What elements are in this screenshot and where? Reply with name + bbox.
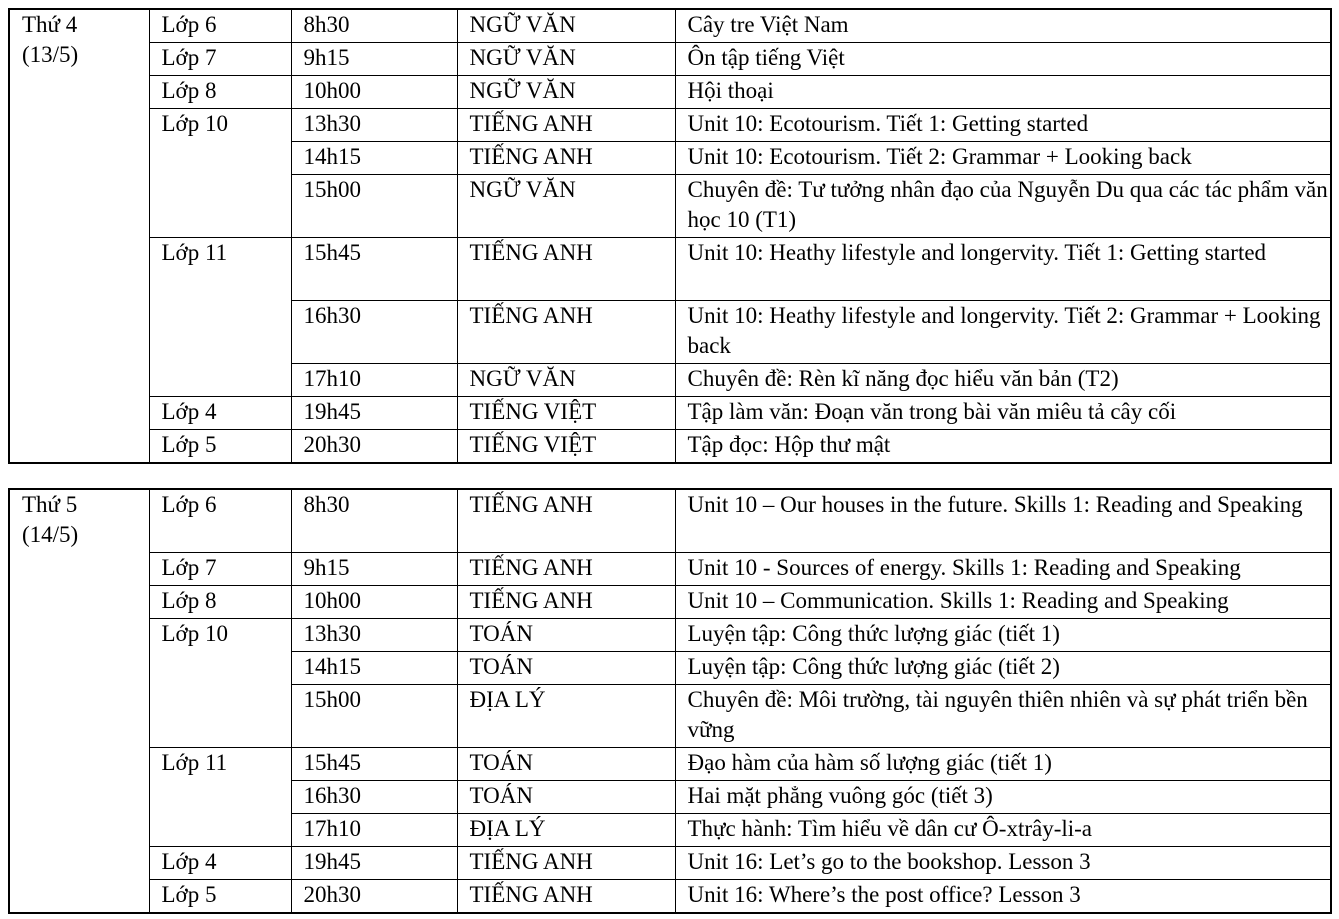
subject-cell: NGỮ VĂN bbox=[457, 76, 675, 109]
table-row bbox=[9, 9, 1331, 43]
table-row bbox=[9, 238, 1331, 301]
subject-cell: ĐỊA LÝ bbox=[457, 685, 675, 748]
subject-cell: TOÁN bbox=[457, 619, 675, 652]
class-cell: Lớp 10 bbox=[149, 109, 291, 238]
day-label: Thứ 4 bbox=[22, 12, 78, 37]
topic-cell: Unit 16: Where’s the post office? Lesson 3 bbox=[675, 880, 1331, 914]
topic-cell: Unit 10 – Communication. Skills 1: Reading and Speaking bbox=[675, 586, 1331, 619]
table-row bbox=[9, 489, 1331, 553]
schedule-table-thu-4 bbox=[8, 8, 1332, 464]
subject-cell: TIẾNG ANH bbox=[457, 553, 675, 586]
time-cell: 14h15 bbox=[291, 652, 457, 685]
class-cell: Lớp 8 bbox=[149, 586, 291, 619]
schedule-table-thu-5 bbox=[8, 488, 1332, 914]
topic-cell: Unit 16: Let’s go to the bookshop. Lesson 3 bbox=[675, 847, 1331, 880]
subject-cell: TIẾNG ANH bbox=[457, 142, 675, 175]
subject-cell: NGỮ VĂN bbox=[457, 364, 675, 397]
time-cell: 15h45 bbox=[291, 748, 457, 781]
topic-cell: Chuyên đề: Rèn kĩ năng đọc hiểu văn bản (T2) bbox=[675, 364, 1331, 397]
topic-cell: Unit 10: Heathy lifestyle and longervity. Tiết 1: Getting started bbox=[675, 238, 1331, 301]
day-date: (13/5) bbox=[22, 42, 79, 67]
day-date: (14/5) bbox=[22, 522, 79, 547]
topic-cell: Chuyên đề: Môi trường, tài nguyên thiên nhiên và sự phát triển bền vững bbox=[675, 685, 1331, 748]
topic-cell: Hai mặt phẳng vuông góc (tiết 3) bbox=[675, 781, 1331, 814]
table-row bbox=[9, 109, 1331, 142]
time-cell: 10h00 bbox=[291, 76, 457, 109]
day-cell bbox=[9, 489, 149, 913]
time-cell: 17h10 bbox=[291, 364, 457, 397]
topic-cell: Chuyên đề: Tư tưởng nhân đạo của Nguyễn Du qua các tác phẩm văn học 10 (T1) bbox=[675, 175, 1331, 238]
table-row bbox=[9, 43, 1331, 76]
table-row bbox=[9, 76, 1331, 109]
subject-cell: TIẾNG ANH bbox=[457, 586, 675, 619]
subject-cell: TIẾNG ANH bbox=[457, 301, 675, 364]
time-cell: 14h15 bbox=[291, 142, 457, 175]
time-cell: 17h10 bbox=[291, 814, 457, 847]
table-row bbox=[9, 586, 1331, 619]
time-cell: 8h30 bbox=[291, 9, 457, 43]
class-cell: Lớp 4 bbox=[149, 847, 291, 880]
topic-cell: Unit 10 - Sources of energy. Skills 1: Reading and Speaking bbox=[675, 553, 1331, 586]
class-cell: Lớp 5 bbox=[149, 880, 291, 914]
class-cell: Lớp 5 bbox=[149, 430, 291, 464]
topic-cell: Hội thoại bbox=[675, 76, 1331, 109]
table-row bbox=[9, 553, 1331, 586]
topic-cell: Ôn tập tiếng Việt bbox=[675, 43, 1331, 76]
time-cell: 15h00 bbox=[291, 175, 457, 238]
topic-cell: Tập làm văn: Đoạn văn trong bài văn miêu tả cây cối bbox=[675, 397, 1331, 430]
subject-cell: TIẾNG ANH bbox=[457, 847, 675, 880]
topic-cell: Thực hành: Tìm hiểu về dân cư Ô-xtrây-li-a bbox=[675, 814, 1331, 847]
time-cell: 20h30 bbox=[291, 430, 457, 464]
time-cell: 19h45 bbox=[291, 397, 457, 430]
subject-cell: TIẾNG ANH bbox=[457, 238, 675, 301]
subject-cell: NGỮ VĂN bbox=[457, 175, 675, 238]
class-cell: Lớp 7 bbox=[149, 553, 291, 586]
topic-cell: Unit 10: Ecotourism. Tiết 2: Grammar + Looking back bbox=[675, 142, 1331, 175]
subject-cell: ĐỊA LÝ bbox=[457, 814, 675, 847]
class-cell: Lớp 6 bbox=[149, 9, 291, 43]
time-cell: 19h45 bbox=[291, 847, 457, 880]
subject-cell: TOÁN bbox=[457, 652, 675, 685]
table-row bbox=[9, 748, 1331, 781]
subject-cell: TOÁN bbox=[457, 781, 675, 814]
subject-cell: NGỮ VĂN bbox=[457, 9, 675, 43]
topic-cell: Unit 10 – Our houses in the future. Skills 1: Reading and Speaking bbox=[675, 489, 1331, 553]
table-row bbox=[9, 619, 1331, 652]
table-row bbox=[9, 847, 1331, 880]
table-row bbox=[9, 880, 1331, 914]
subject-cell: TIẾNG ANH bbox=[457, 880, 675, 914]
time-cell: 10h00 bbox=[291, 586, 457, 619]
class-cell: Lớp 7 bbox=[149, 43, 291, 76]
subject-cell: TIẾNG VIỆT bbox=[457, 430, 675, 464]
subject-cell: TIẾNG ANH bbox=[457, 489, 675, 553]
topic-cell: Unit 10: Heathy lifestyle and longervity. Tiết 2: Grammar + Looking back bbox=[675, 301, 1331, 364]
table-row bbox=[9, 397, 1331, 430]
class-cell: Lớp 11 bbox=[149, 748, 291, 847]
class-cell: Lớp 11 bbox=[149, 238, 291, 397]
class-cell: Lớp 6 bbox=[149, 489, 291, 553]
topic-cell: Cây tre Việt Nam bbox=[675, 9, 1331, 43]
time-cell: 9h15 bbox=[291, 553, 457, 586]
topic-cell: Đạo hàm của hàm số lượng giác (tiết 1) bbox=[675, 748, 1331, 781]
subject-cell: TIẾNG VIỆT bbox=[457, 397, 675, 430]
time-cell: 16h30 bbox=[291, 301, 457, 364]
subject-cell: TIẾNG ANH bbox=[457, 109, 675, 142]
table-row bbox=[9, 430, 1331, 464]
topic-cell: Luyện tập: Công thức lượng giác (tiết 1) bbox=[675, 619, 1331, 652]
subject-cell: TOÁN bbox=[457, 748, 675, 781]
time-cell: 16h30 bbox=[291, 781, 457, 814]
time-cell: 13h30 bbox=[291, 619, 457, 652]
class-cell: Lớp 10 bbox=[149, 619, 291, 748]
day-label: Thứ 5 bbox=[22, 492, 78, 517]
subject-cell: NGỮ VĂN bbox=[457, 43, 675, 76]
topic-cell: Luyện tập: Công thức lượng giác (tiết 2) bbox=[675, 652, 1331, 685]
time-cell: 13h30 bbox=[291, 109, 457, 142]
class-cell: Lớp 8 bbox=[149, 76, 291, 109]
time-cell: 20h30 bbox=[291, 880, 457, 914]
topic-cell: Tập đọc: Hộp thư mật bbox=[675, 430, 1331, 464]
time-cell: 15h00 bbox=[291, 685, 457, 748]
time-cell: 8h30 bbox=[291, 489, 457, 553]
topic-cell: Unit 10: Ecotourism. Tiết 1: Getting started bbox=[675, 109, 1331, 142]
class-cell: Lớp 4 bbox=[149, 397, 291, 430]
day-cell bbox=[9, 9, 149, 463]
time-cell: 15h45 bbox=[291, 238, 457, 301]
time-cell: 9h15 bbox=[291, 43, 457, 76]
